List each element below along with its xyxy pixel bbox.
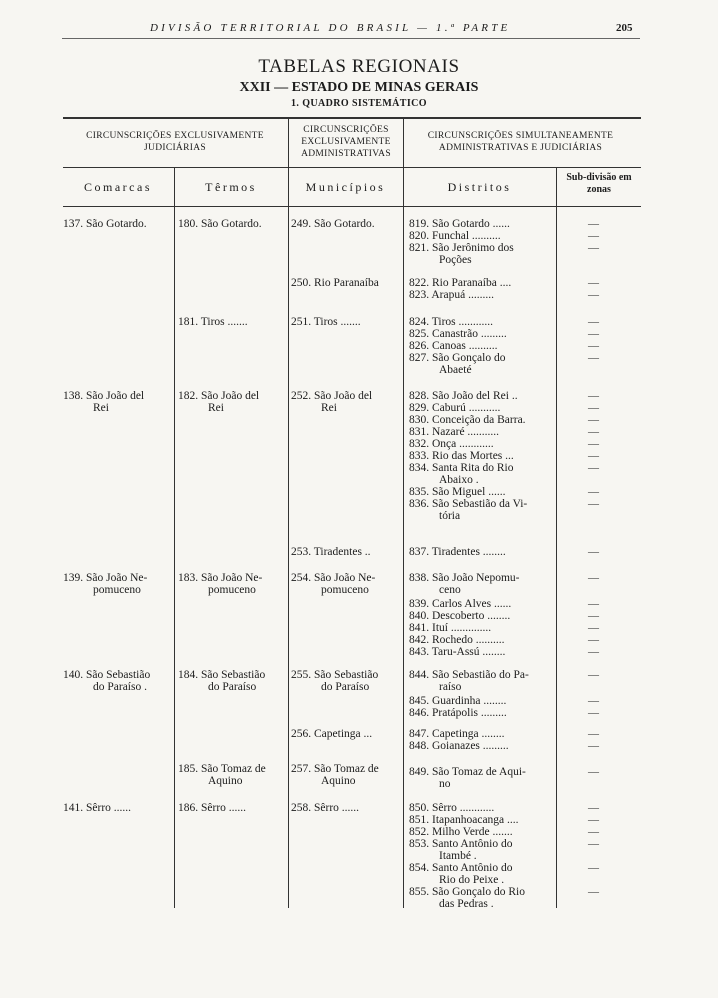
distrito-cell: 848. Goianazes .........	[409, 740, 509, 752]
termo-cell: 182. São João del	[178, 390, 260, 402]
zona-dash: —	[588, 886, 599, 898]
distrito-cell: 844. São Sebastião do Pa-	[409, 669, 529, 681]
comarca-cell: 141. Sêrro ......	[63, 802, 132, 814]
zona-dash: —	[588, 740, 599, 752]
comarca-cell-continuation: Rei	[93, 402, 109, 414]
municipio-cell: 258. Sêrro ......	[291, 802, 360, 814]
distrito-cell: 837. Tiradentes ........	[409, 546, 506, 558]
zona-dash: —	[588, 230, 599, 242]
distrito-cell-continuation: Itambé .	[439, 850, 477, 862]
column-header-municipios: Municípios	[305, 180, 386, 194]
distrito-cell-continuation: Abaeté	[439, 364, 472, 376]
zona-dash: —	[588, 546, 599, 558]
distrito-cell: 845. Guardinha ........	[409, 695, 507, 707]
state-subtitle: XXII — ESTADO DE MINAS GERAIS	[239, 80, 479, 95]
distrito-cell-continuation: ceno	[439, 584, 461, 596]
zona-dash: —	[588, 572, 599, 584]
distrito-cell: 851. Itapanhoacanga ....	[409, 814, 519, 826]
zona-dash: —	[588, 438, 599, 450]
zona-dash: —	[588, 707, 599, 719]
group-divider-1	[288, 118, 289, 167]
zona-dash: —	[588, 352, 599, 364]
termo-cell-continuation: Rei	[208, 402, 224, 414]
termo-cell-continuation: do Paraíso	[208, 681, 257, 693]
distrito-cell: 855. São Gonçalo do Rio	[409, 886, 525, 898]
municipio-cell-continuation: Aquino	[321, 775, 356, 787]
zona-dash: —	[588, 826, 599, 838]
distrito-cell: 830. Conceição da Barra.	[409, 414, 526, 426]
comarca-cell: 138. São João del	[63, 390, 145, 402]
zona-dash: —	[588, 328, 599, 340]
distrito-cell: 820. Funchal ..........	[409, 230, 501, 242]
municipio-cell: 252. São João del	[291, 390, 373, 402]
distrito-cell: 828. São João del Rei ..	[409, 390, 518, 402]
zona-dash: —	[588, 838, 599, 850]
group-header-administrativas: CIRCUNSCRIÇÕES EXCLUSIVAMENTE ADMINISTRATIVAS	[301, 125, 391, 159]
termo-cell: 184. São Sebastião	[178, 669, 266, 681]
column-divider-comarcas	[174, 168, 175, 908]
zona-dash: —	[588, 695, 599, 707]
zona-dash: —	[588, 646, 599, 658]
group-header-judiciarias: CIRCUNSCRIÇÕES EXCLUSIVAMENTE JUDICIÁRIAS	[86, 131, 264, 153]
distrito-cell: 850. Sêrro ............	[409, 802, 495, 814]
column-divider-distritos	[556, 168, 557, 908]
distrito-cell: 825. Canastrão .........	[409, 328, 507, 340]
zona-dash: —	[588, 402, 599, 414]
municipio-cell-continuation: pomuceno	[321, 584, 369, 596]
zona-dash: —	[588, 462, 599, 474]
comarca-cell-continuation: pomuceno	[93, 584, 141, 596]
zona-dash: —	[588, 622, 599, 634]
distrito-cell: 853. Santo Antônio do	[409, 838, 513, 850]
section-title: 1. QUADRO SISTEMÁTICO	[291, 98, 427, 109]
column-divider-municipios	[403, 168, 404, 908]
zona-dash: —	[588, 390, 599, 402]
distrito-cell: 834. Santa Rita do Rio	[409, 462, 514, 474]
distrito-cell: 822. Rio Paranaíba ....	[409, 277, 512, 289]
municipio-cell: 251. Tiros .......	[291, 316, 361, 328]
termo-cell: 185. São Tomaz de	[178, 763, 266, 775]
municipio-cell: 253. Tiradentes ..	[291, 546, 371, 558]
municipio-cell: 249. São Gotardo.	[291, 218, 375, 230]
zona-dash: —	[588, 669, 599, 681]
distrito-cell: 841. Ituí ..............	[409, 622, 492, 634]
municipio-cell: 256. Capetinga ...	[291, 728, 373, 740]
distrito-cell: 819. São Gotardo ......	[409, 218, 510, 230]
distrito-cell-continuation: tória	[439, 510, 461, 522]
zona-dash: —	[588, 766, 599, 778]
distrito-cell-continuation: das Pedras .	[439, 898, 494, 910]
distrito-cell: 847. Capetinga ........	[409, 728, 505, 740]
table-top-rule	[63, 117, 641, 119]
column-header-rule	[63, 206, 641, 207]
zona-dash: —	[588, 289, 599, 301]
running-title: DIVISÃO TERRITORIAL DO BRASIL — 1.ª PARTE	[150, 22, 511, 34]
distrito-cell: 832. Onça ............	[409, 438, 494, 450]
distrito-cell: 852. Milho Verde .......	[409, 826, 513, 838]
termo-cell: 180. São Gotardo.	[178, 218, 262, 230]
column-header-subdivisao: Sub-divisão em zonas	[566, 172, 632, 195]
distrito-cell: 842. Rochedo ..........	[409, 634, 505, 646]
distrito-cell: 854. Santo Antônio do	[409, 862, 513, 874]
zona-dash: —	[588, 218, 599, 230]
zona-dash: —	[588, 450, 599, 462]
zona-dash: —	[588, 242, 599, 254]
distrito-cell: 824. Tiros ............	[409, 316, 494, 328]
termo-cell-continuation: pomuceno	[208, 584, 256, 596]
distrito-cell: 833. Rio das Mortes ...	[409, 450, 514, 462]
distrito-cell: 849. São Tomaz de Aqui-	[409, 766, 526, 778]
distrito-cell: 836. São Sebastião da Vi-	[409, 498, 528, 510]
zona-dash: —	[588, 598, 599, 610]
municipio-cell-continuation: Rei	[321, 402, 337, 414]
distrito-cell: 821. São Jerônimo dos	[409, 242, 514, 254]
distrito-cell: 843. Taru-Assú ........	[409, 646, 506, 658]
column-header-termos: Têrmos	[205, 180, 257, 194]
zona-dash: —	[588, 486, 599, 498]
column-divider-termos	[288, 168, 289, 908]
distrito-cell: 839. Carlos Alves ......	[409, 598, 512, 610]
municipio-cell: 250. Rio Paranaíba	[291, 277, 379, 289]
zona-dash: —	[588, 634, 599, 646]
municipio-cell-continuation: do Paraíso	[321, 681, 370, 693]
municipio-cell: 254. São João Ne-	[291, 572, 376, 584]
distrito-cell: 835. São Miguel ......	[409, 486, 506, 498]
distrito-cell-continuation: Abaixo .	[439, 474, 479, 486]
distrito-cell: 840. Descoberto ........	[409, 610, 511, 622]
zona-dash: —	[588, 277, 599, 289]
termo-cell: 181. Tiros .......	[178, 316, 248, 328]
distrito-cell: 827. São Gonçalo do	[409, 352, 506, 364]
column-header-comarcas: Comarcas	[84, 180, 152, 194]
municipio-cell: 255. São Sebastião	[291, 669, 379, 681]
municipio-cell: 257. São Tomaz de	[291, 763, 379, 775]
distrito-cell: 823. Arapuá .........	[409, 289, 494, 301]
distrito-cell: 831. Nazaré ...........	[409, 426, 500, 438]
group-divider-2	[403, 118, 404, 167]
zona-dash: —	[588, 862, 599, 874]
zona-dash: —	[588, 426, 599, 438]
comarca-cell: 137. São Gotardo.	[63, 218, 147, 230]
comarca-cell-continuation: do Paraíso .	[93, 681, 147, 693]
zona-dash: —	[588, 610, 599, 622]
distrito-cell: 846. Pratápolis .........	[409, 707, 507, 719]
column-header-distritos: Distritos	[447, 180, 512, 194]
group-header-simultaneas: CIRCUNSCRIÇÕES SIMULTANEAMENTE ADMINISTRATIVAS E JUDICIÁRIAS	[427, 131, 614, 153]
zona-dash: —	[588, 340, 599, 352]
zona-dash: —	[588, 728, 599, 740]
distrito-cell-continuation: raíso	[439, 681, 462, 693]
page-title: TABELAS REGIONAIS	[258, 56, 460, 77]
distrito-cell-continuation: Rio do Peixe .	[439, 874, 505, 886]
termo-cell-continuation: Aquino	[208, 775, 243, 787]
zona-dash: —	[588, 316, 599, 328]
zona-dash: —	[588, 814, 599, 826]
zona-dash: —	[588, 802, 599, 814]
page-number: 205	[616, 22, 633, 34]
zona-dash: —	[588, 414, 599, 426]
zona-dash: —	[588, 498, 599, 510]
header-rule	[62, 38, 640, 39]
comarca-cell: 140. São Sebastião	[63, 669, 151, 681]
termo-cell: 183. São João Ne-	[178, 572, 263, 584]
distrito-cell: 838. São João Nepomu-	[409, 572, 520, 584]
group-header-rule	[63, 167, 641, 168]
distrito-cell-continuation: no	[439, 778, 451, 790]
distrito-cell: 829. Caburú ...........	[409, 402, 501, 414]
termo-cell: 186. Sêrro ......	[178, 802, 247, 814]
comarca-cell: 139. São João Ne-	[63, 572, 148, 584]
distrito-cell: 826. Canoas ..........	[409, 340, 498, 352]
distrito-cell-continuation: Poções	[439, 254, 472, 266]
